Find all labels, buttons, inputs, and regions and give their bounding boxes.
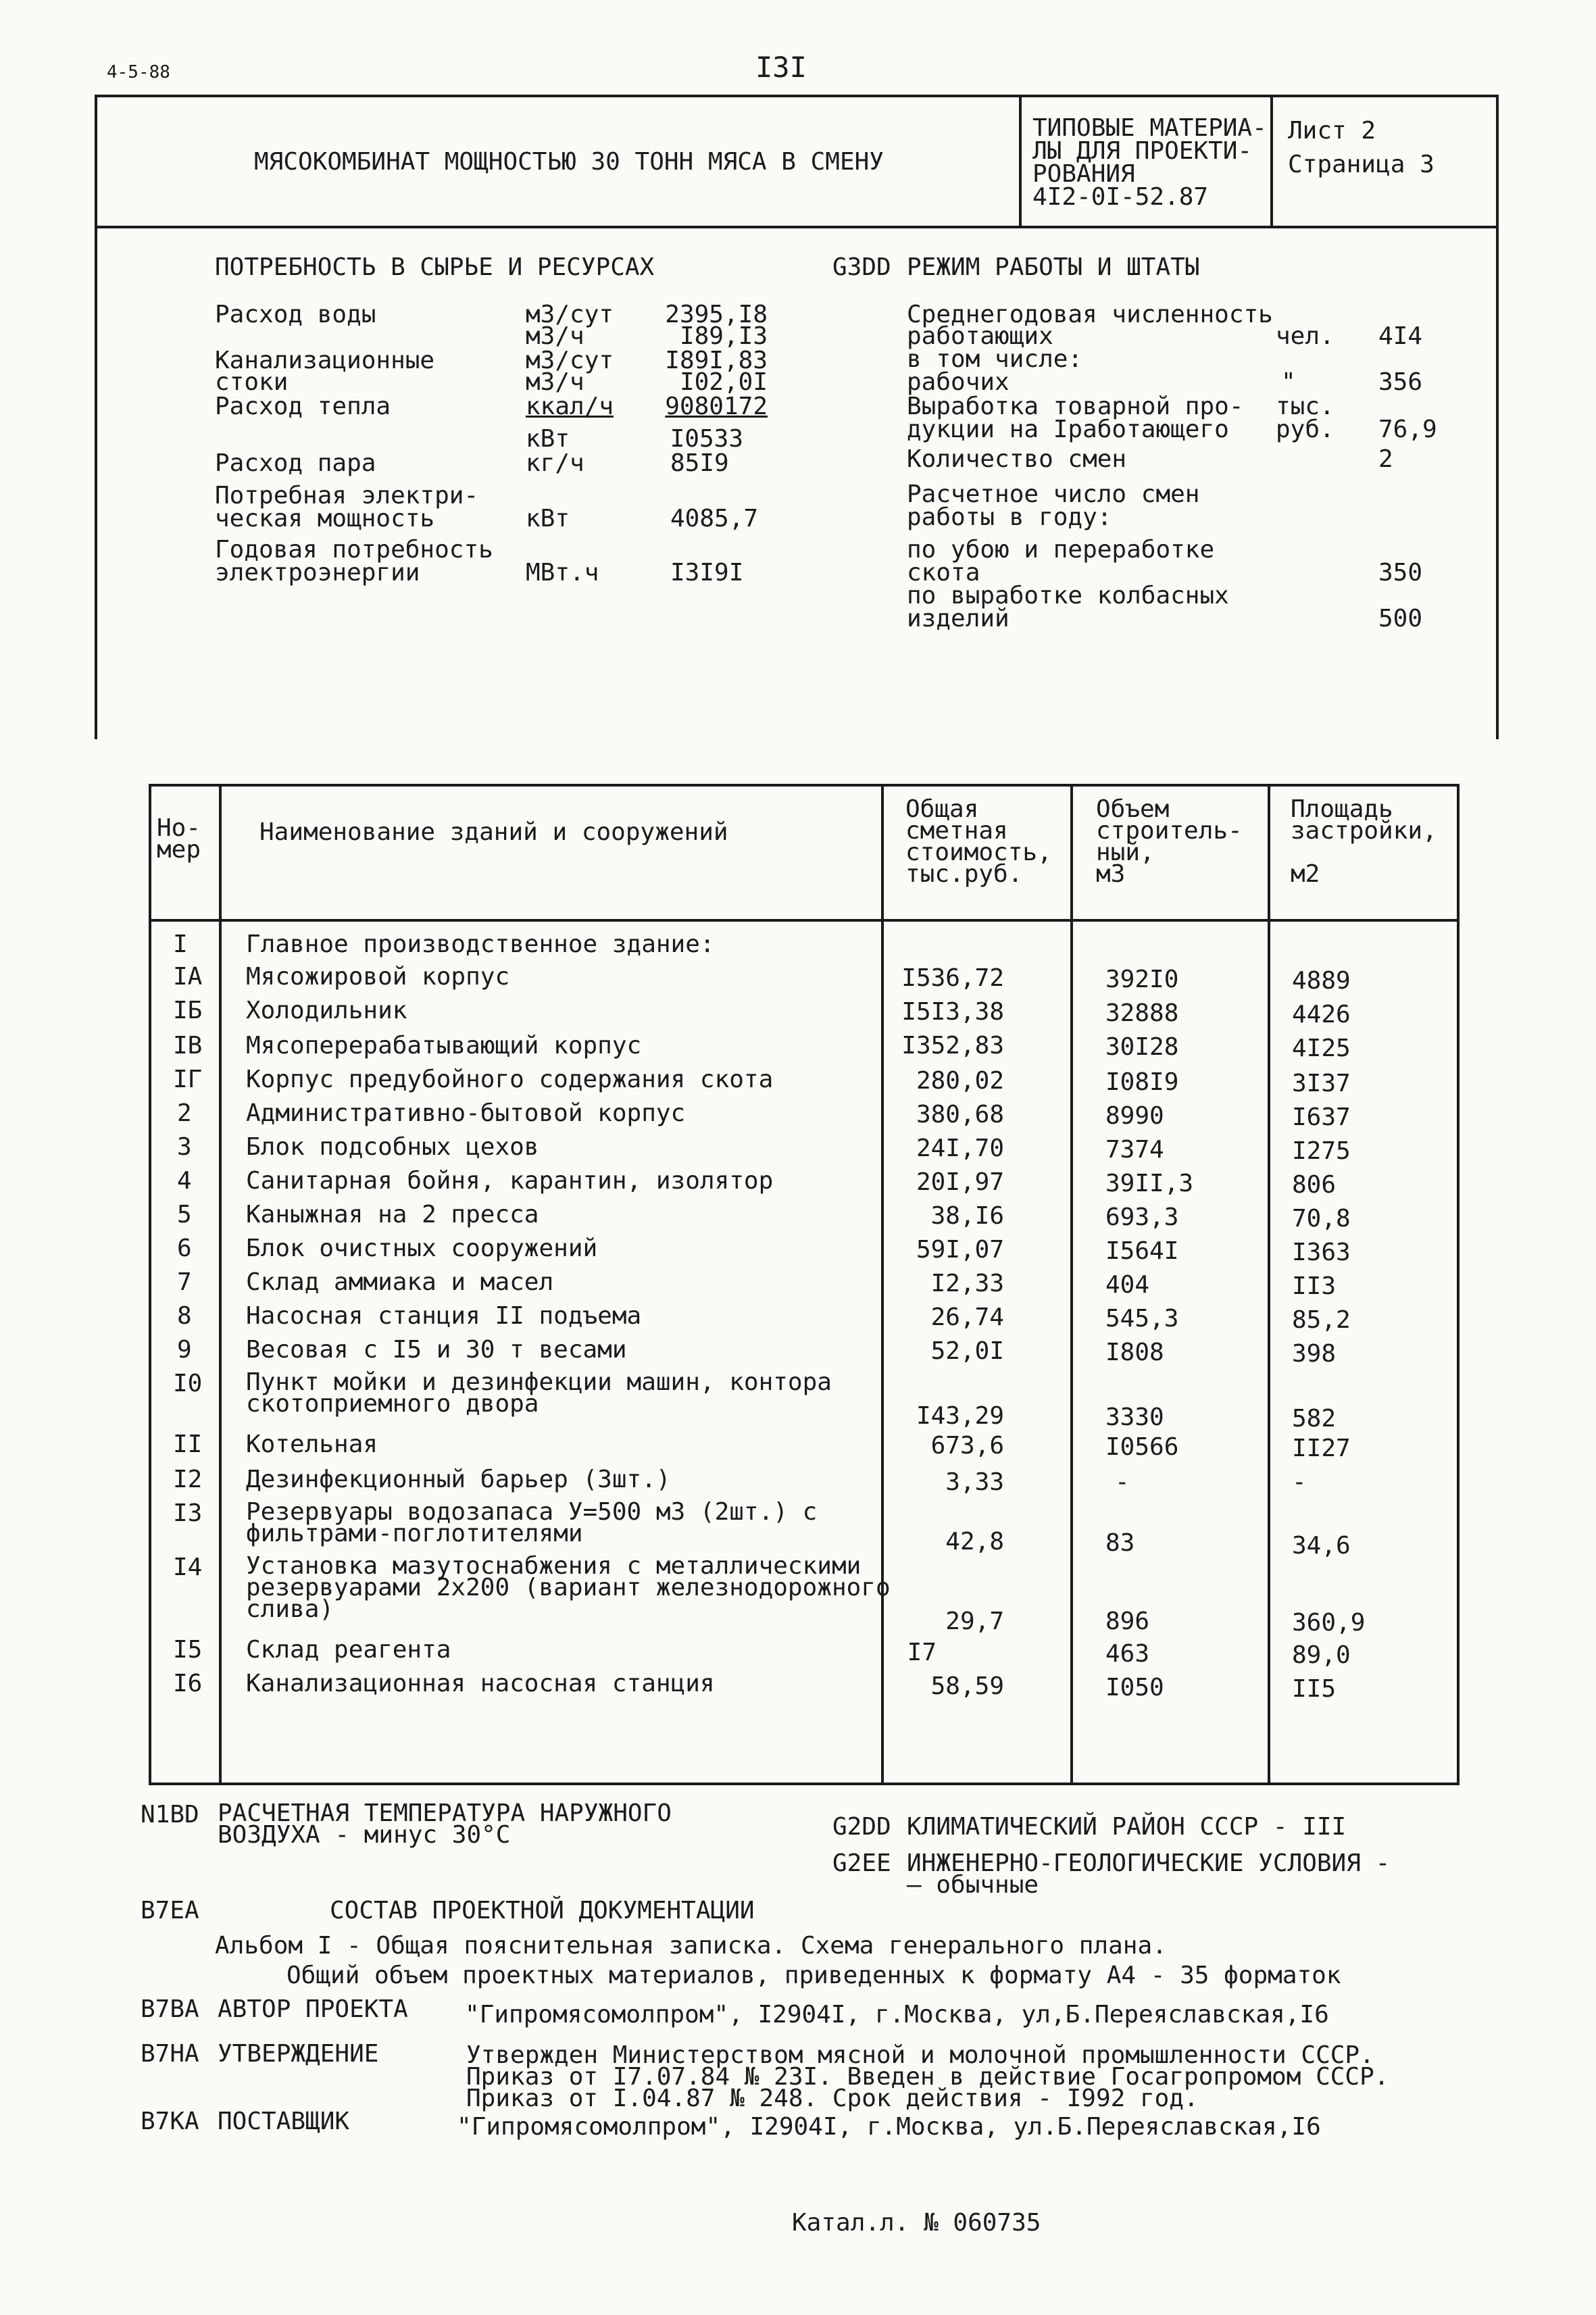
resource-value: 85I9 (670, 449, 729, 477)
staff-unit: " (1281, 368, 1296, 396)
row-name: Весовая с I5 и 30 т весами (246, 1336, 627, 1364)
row-area: I363 (1292, 1239, 1351, 1266)
row-area: II27 (1292, 1435, 1351, 1462)
staff-unit: руб. (1276, 416, 1335, 443)
row-area: 3I37 (1292, 1070, 1351, 1097)
staff-label: работающих (907, 322, 1053, 350)
resource-value: I89,I3 (679, 322, 768, 350)
row-area: 89,0 (1292, 1641, 1351, 1669)
resource-unit: кВт (526, 505, 570, 532)
staff-label: Выработка товарной про- (907, 393, 1244, 420)
row-cost: 20I,97 (916, 1168, 1004, 1196)
header-volume: Объем строитель- ный, м3 (1096, 795, 1243, 888)
resource-label: электроэнергии (215, 559, 420, 587)
row-area: 4I25 (1292, 1035, 1351, 1062)
series-line-2: ЛЫ ДЛЯ ПРОЕКТИ- (1032, 137, 1253, 165)
row-cost: 673,6 (930, 1432, 1004, 1460)
row-cost: I2,33 (930, 1270, 1004, 1297)
sheet-number: Лист 2 (1288, 117, 1376, 145)
approval-text: Утвержден Министерством мясной и молочной промышленности СССР. Приказ от I7.07.84 № 23I. Введен в действие Госагропромом СССР. Приказ от I.04.87 № 248. Срок действия - I992 год. (466, 2041, 1389, 2112)
author-code: B7BA (141, 1995, 199, 2023)
row-volume: 8990 (1105, 1102, 1164, 1130)
staff-code: G3DD (832, 253, 891, 281)
row-name: Мясожировой корпус (246, 963, 510, 991)
approval-code: B7HA (141, 2040, 199, 2068)
resource-unit: ккал/ч (526, 393, 614, 420)
row-area: 4889 (1292, 967, 1351, 995)
row-cost: I536,72 (901, 964, 1004, 992)
temperature-text: РАСЧЕТНАЯ ТЕМПЕРАТУРА НАРУЖНОГО ВОЗДУХА - минус 30°С (218, 1799, 672, 1849)
resource-unit: кВт (526, 425, 570, 453)
staff-value: 350 (1378, 559, 1423, 587)
page-number: I3I (755, 51, 807, 84)
row-number: IГ (173, 1066, 203, 1093)
staff-value: 76,9 (1378, 416, 1437, 443)
resource-label: Расход тепла (215, 393, 391, 420)
resource-value: I3I9I (670, 559, 744, 587)
header-area: Площадь застройки, м2 (1291, 795, 1437, 888)
row-volume: 545,3 (1105, 1305, 1179, 1333)
row-cost: 29,7 (945, 1608, 1004, 1635)
staff-value: 356 (1378, 368, 1423, 396)
resource-unit: м3/ч (526, 322, 584, 350)
row-area: I637 (1292, 1103, 1351, 1131)
row-number: IВ (173, 1032, 203, 1060)
row-number: I0 (173, 1370, 203, 1397)
geology-value: обычные (936, 1871, 1039, 1899)
row-volume: 7374 (1105, 1136, 1164, 1164)
climate-text: КЛИМАТИЧЕСКИЙ РАЙОН СССР - III (907, 1813, 1347, 1841)
row-volume: I050 (1105, 1674, 1164, 1701)
staff-label: Среднегодовая численность (907, 301, 1273, 328)
resource-value: 4085,7 (670, 505, 759, 532)
row-volume: I808 (1105, 1339, 1164, 1366)
staff-label: рабочих (907, 368, 1009, 396)
row-volume: 3330 (1105, 1403, 1164, 1431)
row-cost: I5I3,38 (901, 998, 1004, 1026)
resource-unit: м3/ч (526, 368, 584, 396)
staff-label: изделий (907, 605, 1009, 632)
row-volume: 463 (1105, 1640, 1150, 1668)
row-number: 2 (177, 1099, 192, 1127)
row-name: Санитарная бойня, карантин, изолятор (246, 1167, 774, 1195)
row-name: Холодильник (246, 997, 407, 1024)
row-volume: 404 (1105, 1271, 1150, 1299)
row-area: II3 (1292, 1272, 1337, 1300)
row-volume: - (1115, 1468, 1130, 1496)
resource-label: ческая мощность (215, 505, 435, 532)
temperature-code: N1BD (141, 1801, 199, 1828)
staff-label: дукции на Iработающего (907, 416, 1229, 443)
row-cost: 380,68 (916, 1101, 1004, 1128)
author-label: АВТОР ПРОЕКТА (218, 1995, 408, 2023)
docs-heading: СОСТАВ ПРОЕКТНОЙ ДОКУМЕНТАЦИИ (330, 1897, 755, 1924)
series-code: 4I2-0I-52.87 (1032, 183, 1209, 211)
row-volume: 32888 (1105, 999, 1179, 1027)
row-volume: 30I28 (1105, 1033, 1179, 1061)
row-number: IА (173, 963, 203, 991)
staff-heading: РЕЖИМ РАБОТЫ И ШТАТЫ (907, 253, 1200, 281)
header-name: Наименование зданий и сооружений (259, 818, 728, 846)
row-number: 3 (177, 1133, 192, 1161)
row-name: Резервуары водозапаса У=500 м3 (2шт.) с фильтрами-поглотителями (246, 1498, 818, 1547)
row-name: Склад аммиака и масел (246, 1268, 554, 1296)
row-name: Дезинфекционный барьер (3шт.) (246, 1466, 671, 1493)
resource-unit: м3/сут (526, 347, 614, 374)
staff-value: 500 (1378, 605, 1423, 632)
staff-label: работы в году: (907, 503, 1112, 531)
row-volume: 693,3 (1105, 1203, 1179, 1231)
staff-unit: чел. (1276, 322, 1335, 350)
row-cost: I352,83 (901, 1032, 1004, 1060)
info-right-border (1496, 226, 1499, 739)
row-cost: I7 (907, 1639, 937, 1666)
approval-label: УТВЕРЖДЕНИЕ (218, 2040, 379, 2068)
row-cost: 52,0I (930, 1337, 1004, 1365)
row-name: Насосная станция II подъема (246, 1302, 642, 1330)
row-area: I275 (1292, 1137, 1351, 1165)
resource-label: стоки (215, 368, 289, 396)
row-name: Мясоперерабатывающий корпус (246, 1032, 642, 1060)
row-number: I6 (173, 1670, 203, 1697)
row-number: 5 (177, 1201, 192, 1228)
row-number: I5 (173, 1636, 203, 1664)
header-number: Но- мер (157, 814, 201, 864)
resource-unit: м3/сут (526, 301, 614, 328)
resources-heading: ПОТРЕБНОСТЬ В СЫРЬЕ И РЕСУРСАХ (215, 253, 655, 281)
row-number: 9 (177, 1336, 192, 1364)
resource-value: 9080172 (665, 393, 768, 420)
header-cost: Общая сметная стоимость, тыс.руб. (905, 795, 1052, 888)
row-number: IБ (173, 997, 203, 1024)
row-name: Блок очистных сооружений (246, 1235, 598, 1262)
row-name: Главное производственное здание: (246, 930, 715, 958)
resource-label: Потребная электри- (215, 482, 479, 509)
document-title: МЯСОКОМБИНАТ МОЩНОСТЬЮ 30 ТОНН МЯСА В СМЕНУ (254, 148, 884, 176)
row-name: Пункт мойки и дезинфекции машин, контора скотоприемного двора (246, 1368, 832, 1418)
row-cost: 38,I6 (930, 1202, 1004, 1230)
row-number: 4 (177, 1167, 192, 1195)
row-volume: 392I0 (1105, 966, 1179, 993)
row-cost: 59I,07 (916, 1236, 1004, 1264)
row-name: Корпус предубойного содержания скота (246, 1066, 774, 1093)
corner-code: 4-5-88 (107, 62, 170, 82)
series-line-3: РОВАНИЯ (1032, 160, 1135, 188)
staff-value: 2 (1378, 445, 1393, 473)
row-area: 4426 (1292, 1001, 1351, 1028)
row-number: I3 (173, 1499, 203, 1527)
resource-unit: МВт.ч (526, 559, 599, 587)
row-volume: 39II,3 (1105, 1170, 1194, 1197)
row-area: 806 (1292, 1171, 1337, 1199)
row-volume: 83 (1105, 1529, 1135, 1557)
resource-label: Канализационные (215, 347, 435, 374)
supplier-code: B7KA (141, 2108, 199, 2135)
row-volume: I0566 (1105, 1433, 1179, 1461)
catalog-number: Катал.л. № 060735 (792, 2209, 1041, 2237)
resource-value: I0533 (670, 425, 743, 453)
row-number: I2 (173, 1466, 203, 1493)
row-name: Каныжная на 2 пресса (246, 1201, 539, 1228)
docs-code: B7EA (141, 1897, 199, 1924)
row-cost: 26,74 (930, 1303, 1004, 1331)
row-cost: 58,59 (930, 1672, 1004, 1700)
volume-line: Общий объем проектных материалов, приведенных к формату А4 - 35 форматок (286, 1962, 1341, 1989)
row-volume: I564I (1105, 1237, 1179, 1265)
row-number: 8 (177, 1302, 192, 1330)
geology-text: ИНЖЕНЕРНО-ГЕОЛОГИЧЕСКИЕ УСЛОВИЯ - (907, 1849, 1391, 1877)
staff-value: 4I4 (1378, 322, 1423, 350)
row-cost: 42,8 (945, 1528, 1004, 1555)
staff-label: по убою и переработке (907, 536, 1215, 564)
staff-label: в том числе: (907, 345, 1083, 373)
album-line: Альбом I - Общая пояснительная записка. Схема генерального плана. (215, 1932, 1167, 1960)
row-name: Блок подсобных цехов (246, 1133, 539, 1161)
geology-text-continued: – обычные (907, 1871, 1039, 1899)
staff-label: Количество смен (907, 445, 1127, 473)
staff-label: по выработке колбасных (907, 582, 1229, 609)
row-cost: 24I,70 (916, 1135, 1004, 1162)
supplier-text: "Гипромясомолпром", I2904I, г.Москва, ул.Б.Переяславская,I6 (457, 2113, 1321, 2141)
row-area: - (1292, 1468, 1307, 1496)
row-area: 85,2 (1292, 1306, 1351, 1334)
row-area: II5 (1292, 1675, 1337, 1703)
row-area: 34,6 (1292, 1532, 1351, 1560)
row-number: II (173, 1430, 203, 1458)
climate-code: G2DD (832, 1813, 891, 1841)
row-number: I4 (173, 1553, 203, 1581)
row-cost: 3,33 (945, 1468, 1004, 1496)
staff-unit: тыс. (1276, 393, 1335, 420)
row-cost: 280,02 (916, 1067, 1004, 1095)
row-area: 582 (1292, 1405, 1337, 1433)
row-name: Склад реагента (246, 1636, 451, 1664)
row-name: Котельная (246, 1430, 378, 1458)
row-cost: I43,29 (916, 1402, 1004, 1430)
staff-label: скота (907, 559, 980, 587)
resource-value: I02,0I (679, 368, 768, 396)
supplier-label: ПОСТАВЩИК (218, 2108, 350, 2135)
row-volume: I08I9 (1105, 1068, 1179, 1096)
staff-label: Расчетное число смен (907, 480, 1200, 508)
info-left-border (95, 226, 97, 739)
geology-code: G2EE (832, 1849, 891, 1877)
row-number: 7 (177, 1268, 192, 1296)
resource-unit: кг/ч (526, 449, 584, 477)
resource-value: 2395,I8 (665, 301, 768, 328)
resource-label: Расход пара (215, 449, 376, 477)
row-name: Административно-бытовой корпус (246, 1099, 686, 1127)
row-name: Канализационная насосная станция (246, 1670, 715, 1697)
page-label: Страница 3 (1288, 151, 1435, 178)
row-area: 360,9 (1292, 1609, 1366, 1637)
resource-label: Годовая потребность (215, 536, 493, 564)
row-area: 70,8 (1292, 1205, 1351, 1233)
row-volume: 896 (1105, 1608, 1150, 1635)
series-line-1: ТИПОВЫЕ МАТЕРИА- (1032, 114, 1267, 142)
resource-label: Расход воды (215, 301, 376, 328)
row-number: 6 (177, 1235, 192, 1262)
author-text: "Гипромясомолпром", I2904I, г.Москва, ул,Б.Переяславская,I6 (465, 2001, 1329, 2028)
row-name: Установка мазутоснабжения с металлическими резервуарами 2х200 (вариант железнодорожного слива) (246, 1552, 891, 1623)
resource-value: I89I,83 (665, 347, 768, 374)
row-area: 398 (1292, 1340, 1337, 1368)
row-number: I (173, 930, 188, 958)
